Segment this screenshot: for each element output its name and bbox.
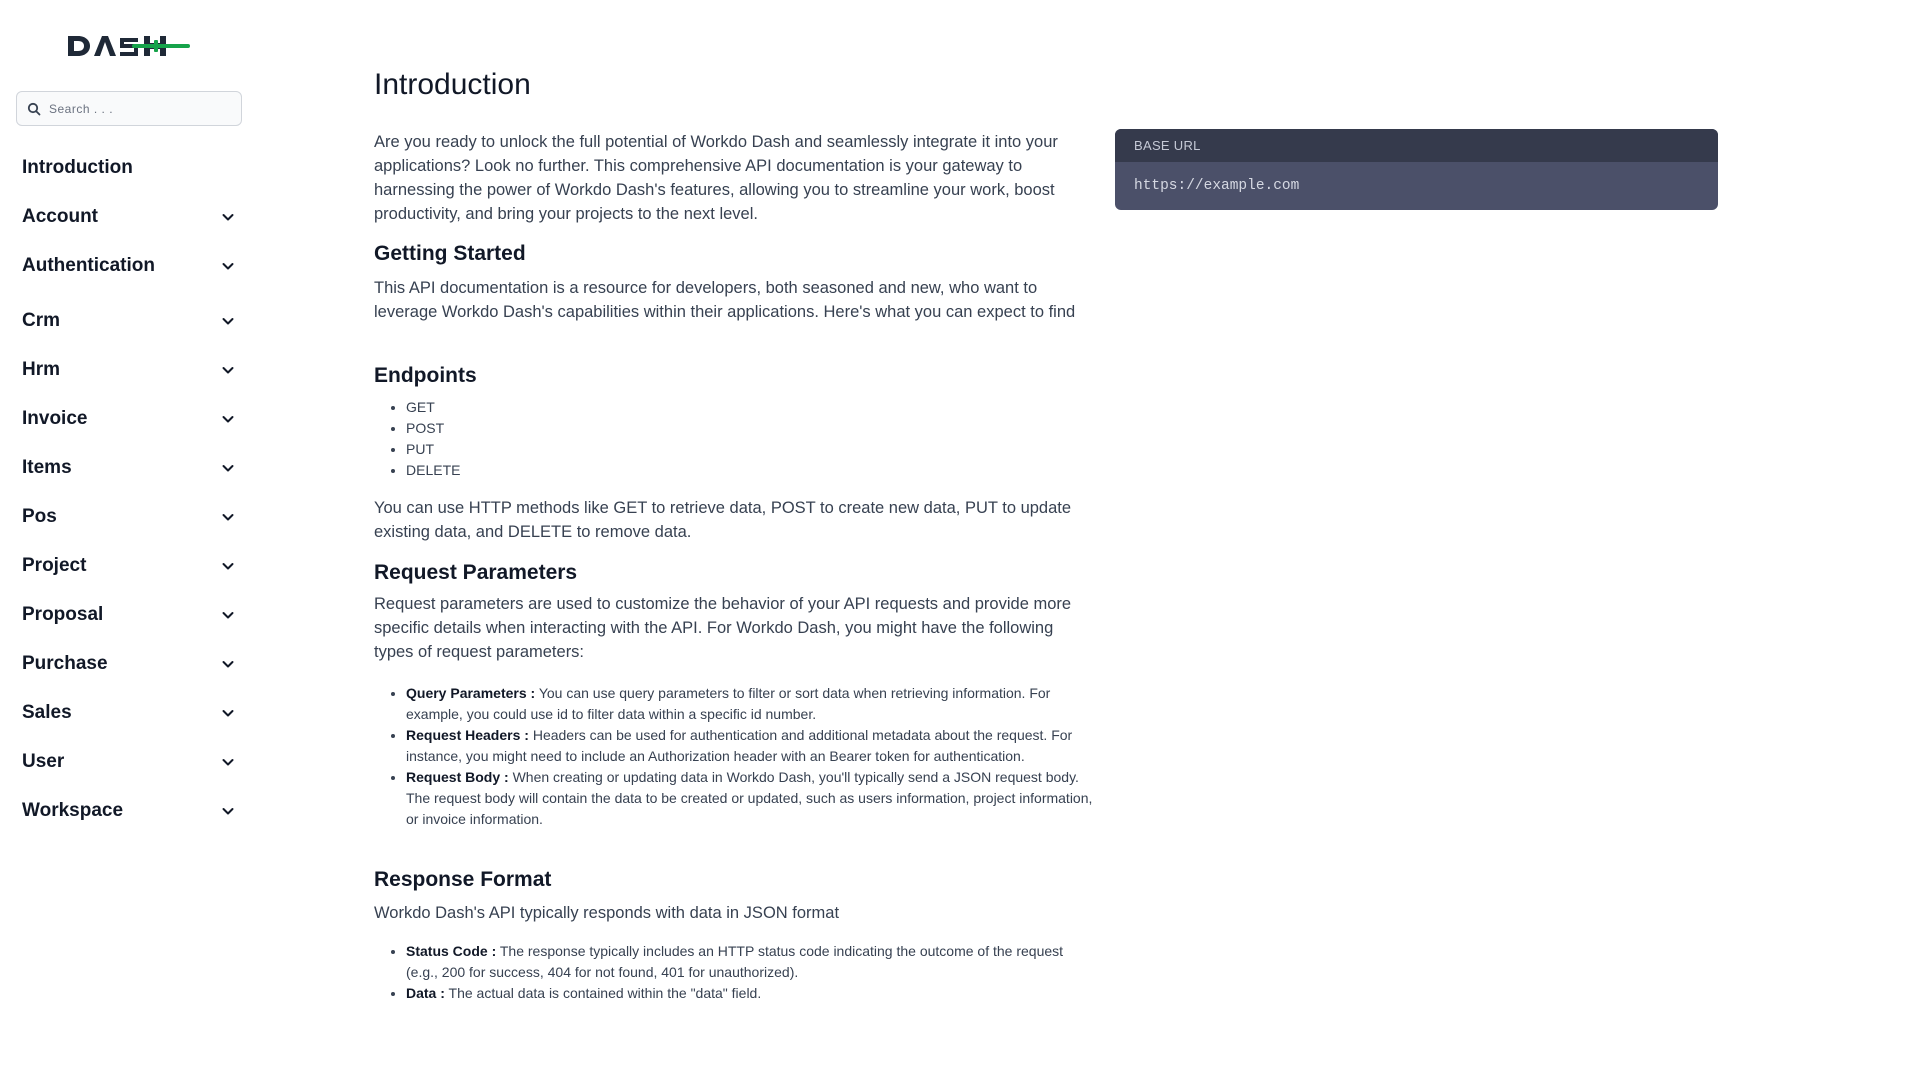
sidebar-item-label: Sales bbox=[22, 702, 72, 723]
response-format-paragraph: Workdo Dash's API typically responds with data in JSON format bbox=[374, 904, 840, 922]
sidebar-item-project[interactable] bbox=[0, 548, 256, 584]
dash-logo[interactable] bbox=[66, 30, 192, 62]
sidebar-item-pos[interactable] bbox=[0, 499, 256, 535]
list-item bbox=[406, 767, 1096, 830]
request-parameters-heading: Request Parameters bbox=[374, 561, 578, 584]
list-item-term: Data : bbox=[406, 985, 445, 1001]
chevron-down-icon[interactable] bbox=[220, 803, 236, 819]
page-title: Introduction bbox=[374, 68, 531, 101]
sidebar-item-invoice[interactable] bbox=[0, 401, 256, 437]
chevron-down-icon[interactable] bbox=[220, 558, 236, 574]
list-item: • POST bbox=[406, 418, 1096, 439]
sidebar-item-label: Pos bbox=[22, 506, 57, 527]
sidebar-item-label: Account bbox=[22, 206, 98, 227]
chevron-down-icon[interactable] bbox=[220, 258, 236, 274]
search-input[interactable] bbox=[49, 102, 229, 116]
sidebar bbox=[0, 0, 256, 1080]
chevron-down-icon[interactable] bbox=[220, 754, 236, 770]
list-item-desc: The response typically includes an HTTP status code indicating the outcome of the request (e.g., 200 for success, 404 for not found, 401 for unauthorized). bbox=[406, 943, 1064, 980]
chevron-down-icon[interactable] bbox=[220, 656, 236, 672]
request-parameters-list bbox=[406, 683, 1096, 830]
intro-paragraph: Are you ready to unlock the full potential of Workdo Dash and seamlessly integrate it into your applications? Look no further. This comprehensive API documentation is your gateway to harnessing the power of Workdo Dash's features, allowing you to streamline your work, boost productivity, and bring your projects to the next level. bbox=[374, 133, 1058, 223]
list-item-desc: The actual data is contained within the "data" field. bbox=[444, 985, 762, 1001]
chevron-down-icon[interactable] bbox=[220, 362, 236, 378]
sidebar-item-label: Crm bbox=[22, 310, 61, 331]
sidebar-item-label: Authentication bbox=[22, 255, 155, 276]
sidebar-item-workspace[interactable] bbox=[0, 793, 256, 829]
list-item bbox=[406, 983, 1096, 1004]
base-url-label: BASE URL bbox=[1115, 129, 1718, 162]
list-item bbox=[406, 725, 1096, 767]
chevron-down-icon[interactable] bbox=[220, 411, 236, 427]
chevron-down-icon[interactable] bbox=[220, 509, 236, 525]
sidebar-item-label: Introduction bbox=[22, 157, 133, 178]
sidebar-item-label: Proposal bbox=[22, 604, 104, 625]
chevron-down-icon[interactable] bbox=[220, 209, 236, 225]
endpoints-paragraph: You can use HTTP methods like GET to retrieve data, POST to create new data, PUT to update existing data, and DELETE to remove data. bbox=[374, 499, 1072, 541]
getting-started-heading: Getting Started bbox=[374, 242, 526, 265]
list-item: • PUT bbox=[406, 439, 1096, 460]
chevron-down-icon[interactable] bbox=[220, 460, 236, 476]
base-url-panel bbox=[1115, 129, 1718, 210]
list-item-desc: You can use query parameters to filter or sort data when retrieving information. For example, you could use id to filter data within a specific id number. bbox=[406, 685, 1051, 722]
sidebar-item-hrm[interactable] bbox=[0, 352, 256, 388]
sidebar-item-label: Invoice bbox=[22, 408, 88, 429]
chevron-down-icon[interactable] bbox=[220, 313, 236, 329]
sidebar-item-label: Items bbox=[22, 457, 72, 478]
search-box[interactable] bbox=[16, 91, 242, 126]
getting-started-paragraph: This API documentation is a resource for developers, both seasoned and new, who want to leverage Workdo Dash's capabilities within their applications. Here's what you can expect to find bbox=[374, 279, 1076, 321]
search-icon bbox=[27, 102, 41, 116]
list-item-term: Request Body : bbox=[406, 769, 509, 785]
list-item-desc: When creating or updating data in Workdo Dash, you'll typically send a JSON request body. The request body will contain the data to be created or updated, such as users information, project information, or invoice information. bbox=[406, 769, 1093, 827]
sidebar-item-label: Purchase bbox=[22, 653, 108, 674]
sidebar-item-crm[interactable] bbox=[0, 303, 256, 339]
response-format-list bbox=[406, 941, 1096, 1004]
sidebar-item-proposal[interactable] bbox=[0, 597, 256, 633]
endpoints-list bbox=[406, 397, 1096, 481]
list-item-term: Query Parameters : bbox=[406, 685, 536, 701]
list-item-term: Request Headers : bbox=[406, 727, 529, 743]
sidebar-item-label: User bbox=[22, 751, 65, 772]
base-url-value[interactable]: https://example.com bbox=[1134, 178, 1300, 194]
sidebar-item-label: Hrm bbox=[22, 359, 61, 380]
endpoints-heading: Endpoints bbox=[374, 364, 477, 387]
chevron-down-icon[interactable] bbox=[220, 607, 236, 623]
list-item: • GET bbox=[406, 397, 1096, 418]
sidebar-item-account[interactable] bbox=[0, 199, 256, 235]
list-item-term: Status Code : bbox=[406, 943, 497, 959]
sidebar-item-authentication[interactable] bbox=[0, 248, 256, 284]
response-format-heading: Response Format bbox=[374, 868, 552, 891]
sidebar-item-label: Workspace bbox=[22, 800, 124, 821]
sidebar-item-items[interactable] bbox=[0, 450, 256, 486]
dash-logo-mark bbox=[66, 30, 192, 62]
sidebar-item-label: Project bbox=[22, 555, 87, 576]
sidebar-item-introduction[interactable] bbox=[0, 150, 256, 186]
list-item bbox=[406, 941, 1096, 983]
list-item: • DELETE bbox=[406, 460, 1096, 481]
list-item bbox=[406, 683, 1096, 725]
chevron-down-icon[interactable] bbox=[220, 705, 236, 721]
sidebar-item-purchase[interactable] bbox=[0, 646, 256, 682]
sidebar-item-sales[interactable] bbox=[0, 695, 256, 731]
sidebar-item-user[interactable] bbox=[0, 744, 256, 780]
list-item-desc: Headers can be used for authentication and additional metadata about the request. For instance, you might need to include an Authorization header with an Bearer token for authentication. bbox=[406, 727, 1073, 764]
request-parameters-paragraph: Request parameters are used to customize the behavior of your API requests and provide more specific details when interacting with the API. For Workdo Dash, you might have the following types of request parameters: bbox=[374, 595, 1072, 661]
